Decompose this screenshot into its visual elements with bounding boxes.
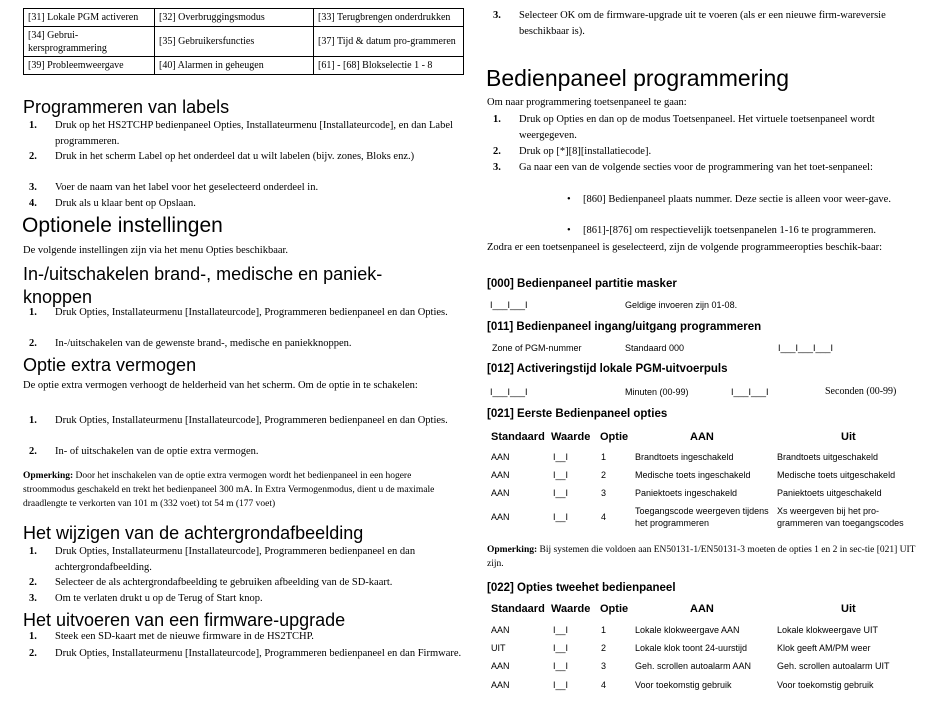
step-number: 2. xyxy=(29,577,37,588)
cell-off: Paniektoets uitgeschakeld xyxy=(777,488,882,498)
step-number: 1. xyxy=(29,307,37,318)
column-header: AAN xyxy=(690,603,714,615)
table-cell: [32] Overbruggingsmodus xyxy=(155,9,314,27)
cell-value: I__I xyxy=(553,488,569,498)
cell-default: AAN xyxy=(491,452,510,462)
step-number: 1. xyxy=(29,120,37,131)
list-item xyxy=(29,413,469,444)
table-cell: [34] Gebrui-kersprogrammering xyxy=(24,27,155,57)
cell-off: Geh. scrollen autoalarm UIT xyxy=(777,661,890,671)
cell-value: I__I xyxy=(553,661,569,671)
step-text: Druk in het scherm Label op het onderdeel dat u wilt labelen (bijv. zones, Bloks enz.) xyxy=(55,151,415,162)
step-text: Voer de naam van het label voor het geselecteerd onderdeel in. xyxy=(55,182,319,193)
section-summary-table xyxy=(23,8,464,75)
step-number: 3. xyxy=(29,593,37,604)
after-text: Zodra er een toetsenpaneel is geselecteerd, zijn de volgende programmeeropties beschik-baar: xyxy=(487,242,883,253)
column-header: Optie xyxy=(600,603,629,615)
cell-off: Xs weergeven bij het pro-grammeren van toegangscodes xyxy=(777,506,904,528)
cell-value: I__I xyxy=(553,470,569,480)
step-text: Druk op [*][8][installatiecode]. xyxy=(519,146,652,157)
list-item xyxy=(493,144,933,160)
step-text: Druk Opties, Installateurmenu [Installateurcode], Programmeren bedienpaneel en dan achtergrondafbeelding. xyxy=(55,546,416,573)
cell-value: I__I xyxy=(553,452,569,462)
heading-firmware: Het uitvoeren van een firmware-upgrade xyxy=(23,610,346,630)
cell-option: 2 xyxy=(601,643,607,653)
list-item xyxy=(29,544,469,575)
cell-off: Medische toets uitgeschakeld xyxy=(777,470,896,480)
cell-option: 2 xyxy=(601,470,607,480)
cell-default: UIT xyxy=(491,643,506,653)
cell-value: I__I xyxy=(553,625,569,635)
step-text: In-/uitschakelen van de gewenste brand-, medische en paniekknoppen. xyxy=(55,338,352,349)
step-text: Druk op het HS2TCHP bedienpaneel Opties, Installateurmenu [Installateurcode], en dan Label programmeren. xyxy=(55,120,453,147)
step-number: 1. xyxy=(29,546,37,557)
intro-text: De optie extra vermogen verhoogt de helderheid van het scherm. Om de optie in te schakelen: xyxy=(23,380,418,391)
heading-keypad: Bedienpaneel programmering xyxy=(486,65,790,91)
step-number: 2. xyxy=(29,446,37,457)
list-item xyxy=(29,118,469,149)
field-default: Standaard 000 xyxy=(625,343,685,353)
input-field-000: I___I___I xyxy=(490,300,528,310)
bullet-item xyxy=(567,192,932,223)
cell-default: AAN xyxy=(491,512,510,522)
list-item xyxy=(29,196,469,212)
list-item xyxy=(29,575,469,591)
cell-off: Klok geeft AM/PM weer xyxy=(777,643,871,653)
field-label: Zone of PGM-nummer xyxy=(492,343,582,353)
cell-on: Medische toets ingeschakeld xyxy=(635,470,751,480)
bullet-dot-icon: • xyxy=(567,194,571,205)
cell-default: AAN xyxy=(491,661,510,671)
table-cell: [37] Tijd & datum pro-grammeren xyxy=(314,27,464,57)
column-header: Uit xyxy=(841,431,856,443)
cell-option: 1 xyxy=(601,625,607,635)
bullet-text: [860] Bedienpaneel plaats nummer. Deze sectie is alleen voor weer-gave. xyxy=(583,194,891,205)
cell-off: Brandtoets uitgeschakeld xyxy=(777,452,879,462)
step-text: Om te verlaten drukt u op de Terug of Start knop. xyxy=(55,593,263,604)
note-text: Bij systemen die voldoen aan EN50131-1/EN50131-3 moeten de opties 1 en 2 in sec-tie [021] UIT zijn. xyxy=(487,545,916,569)
step-text: Druk als u klaar bent op Opslaan. xyxy=(55,198,196,209)
step-number: 1. xyxy=(29,631,37,642)
column-header: Waarde xyxy=(551,431,591,443)
list-item xyxy=(29,591,469,607)
step-number: 3. xyxy=(29,182,37,193)
cell-default: AAN xyxy=(491,488,510,498)
note-text: Door het inschakelen van de optie extra vermogen wordt het bedienpaneel in een hogere stroommodus geschakeld en trekt het bedienpaneel 300 mA. In Extra Vermogenmodus, dient u de maximale draadlengte te verkorten van 101 m (332 voet) tot 54 m (177 voet) xyxy=(23,471,435,509)
cell-option: 3 xyxy=(601,661,607,671)
step-text: Druk Opties, Installateurmenu [Installateurcode], Programmeren bedienpaneel en dan Opties. xyxy=(55,415,448,426)
heading-panic: In-/uitschakelen brand-, medische en paniek-knoppen xyxy=(23,264,383,307)
section-022-title: [022] Opties tweehet bedienpaneel xyxy=(487,582,676,594)
column-header: Waarde xyxy=(551,603,591,615)
column-header: Standaard xyxy=(491,431,545,443)
table-cell: [35] Gebruikersfuncties xyxy=(155,27,314,57)
table-cell: [33] Terugbrengen onderdrukken xyxy=(314,9,464,27)
cell-option: 4 xyxy=(601,680,607,690)
step-text: In- of uitschakelen van de optie extra vermogen. xyxy=(55,446,259,457)
table-cell: [31] Lokale PGM activeren xyxy=(24,9,155,27)
bullet-text: [861]-[876] om respectievelijk toetsenpanelen 1-16 te programmeren. xyxy=(583,225,877,236)
heading-optional: Optionele instellingen xyxy=(22,214,223,237)
step-text: Druk Opties, Installateurmenu [Installateurcode], Programmeren bedienpaneel en dan Firmware. xyxy=(55,648,462,659)
cell-option: 1 xyxy=(601,452,607,462)
heading-background: Het wijzigen van de achtergrondafbeelding xyxy=(23,523,364,543)
input-field-011: I___I___I___I xyxy=(778,343,834,353)
cell-on: Toegangscode weergeven tijdens het programmeren xyxy=(635,506,769,528)
heading-power: Optie extra vermogen xyxy=(23,355,197,375)
cell-option: 4 xyxy=(601,512,607,522)
list-item xyxy=(29,336,469,352)
column-header: Standaard xyxy=(491,603,545,615)
cell-value: I__I xyxy=(553,512,569,522)
section-000-title: [000] Bedienpaneel partitie masker xyxy=(487,278,677,290)
step-number: 3. xyxy=(493,10,501,21)
note xyxy=(23,469,463,511)
cell-default: AAN xyxy=(491,470,510,480)
step-number: 4. xyxy=(29,198,37,209)
cell-on: Paniektoets ingeschakeld xyxy=(635,488,738,498)
list-item xyxy=(493,8,933,39)
cell-value: I__I xyxy=(553,643,569,653)
cell-off: Lokale klokweergave UIT xyxy=(777,625,879,635)
list-item xyxy=(493,160,933,191)
field-desc: Geldige invoeren zijn 01-08. xyxy=(625,300,738,310)
step-number: 1. xyxy=(29,415,37,426)
step-text: Ga naar een van de volgende secties voor de programmering van het toet-senpaneel: xyxy=(519,162,873,173)
bullet-dot-icon: • xyxy=(567,225,571,236)
input-field-seconds: I___I___I xyxy=(731,387,769,397)
step-number: 2. xyxy=(29,151,37,162)
note-label: Opmerking: xyxy=(23,471,74,481)
cell-on: Geh. scrollen autoalarm AAN xyxy=(635,661,752,671)
step-number: 2. xyxy=(493,146,501,157)
list-item xyxy=(29,149,469,180)
bullet-item xyxy=(567,223,932,239)
cell-on: Voor toekomstig gebruik xyxy=(635,680,732,690)
input-field-minutes: I___I___I xyxy=(490,387,528,397)
list-item xyxy=(29,444,469,460)
cell-default: AAN xyxy=(491,625,510,635)
column-header: Uit xyxy=(841,603,856,615)
cell-off: Voor toekomstig gebruik xyxy=(777,680,874,690)
field-label-minutes: Minuten (00-99) xyxy=(625,387,689,397)
cell-on: Lokale klokweergave AAN xyxy=(635,625,740,635)
list-item xyxy=(29,305,469,336)
table-cell: [40] Alarmen in geheugen xyxy=(155,57,314,75)
step-number: 3. xyxy=(493,162,501,173)
column-header: AAN xyxy=(690,431,714,443)
step-text: Steek een SD-kaart met de nieuwe firmware in de HS2TCHP. xyxy=(55,631,314,642)
section-021-title: [021] Eerste Bedienpaneel opties xyxy=(487,408,668,420)
table-cell: [39] Probleemweergave xyxy=(24,57,155,75)
column-header: Optie xyxy=(600,431,629,443)
step-number: 2. xyxy=(29,648,37,659)
cell-value: I__I xyxy=(553,680,569,690)
section-011-title: [011] Bedienpaneel ingang/uitgang programmeren xyxy=(487,321,762,333)
list-item xyxy=(29,180,469,196)
note-label: Opmerking: xyxy=(487,545,538,555)
step-text: Selecteer OK om de firmware-upgrade uit te voeren (als er een nieuwe firm-wareversie beschikbaar is). xyxy=(519,10,886,37)
step-number: 2. xyxy=(29,338,37,349)
cell-on: Lokale klok toont 24-uurstijd xyxy=(635,643,748,653)
intro-text: Om naar programmering toetsenpaneel te gaan: xyxy=(487,97,687,108)
section-012-title: [012] Activeringstijd lokale PGM-uitvoerpuls xyxy=(487,363,728,375)
note xyxy=(487,543,927,571)
field-label-seconds: Seconden (00-99) xyxy=(825,386,897,397)
step-text: Selecteer de als achtergrondafbeelding te gebruiken afbeelding van de SD-kaart. xyxy=(55,577,393,588)
cell-option: 3 xyxy=(601,488,607,498)
step-text: Druk op Opties en dan op de modus Toetsenpaneel. Het virtuele toetsenpaneel wordt weergegeven. xyxy=(519,114,875,141)
cell-default: AAN xyxy=(491,680,510,690)
list-item xyxy=(29,629,469,645)
table-cell: [61] - [68] Blokselectie 1 - 8 xyxy=(314,57,464,75)
cell-on: Brandtoets ingeschakeld xyxy=(635,452,734,462)
intro-text: De volgende instellingen zijn via het menu Opties beschikbaar. xyxy=(23,245,289,256)
list-item xyxy=(493,112,933,143)
step-number: 1. xyxy=(493,114,501,125)
heading-labels: Programmeren van labels xyxy=(23,97,230,117)
step-text: Druk Opties, Installateurmenu [Installateurcode], Programmeren bedienpaneel en dan Opties. xyxy=(55,307,448,318)
list-item xyxy=(29,646,469,677)
